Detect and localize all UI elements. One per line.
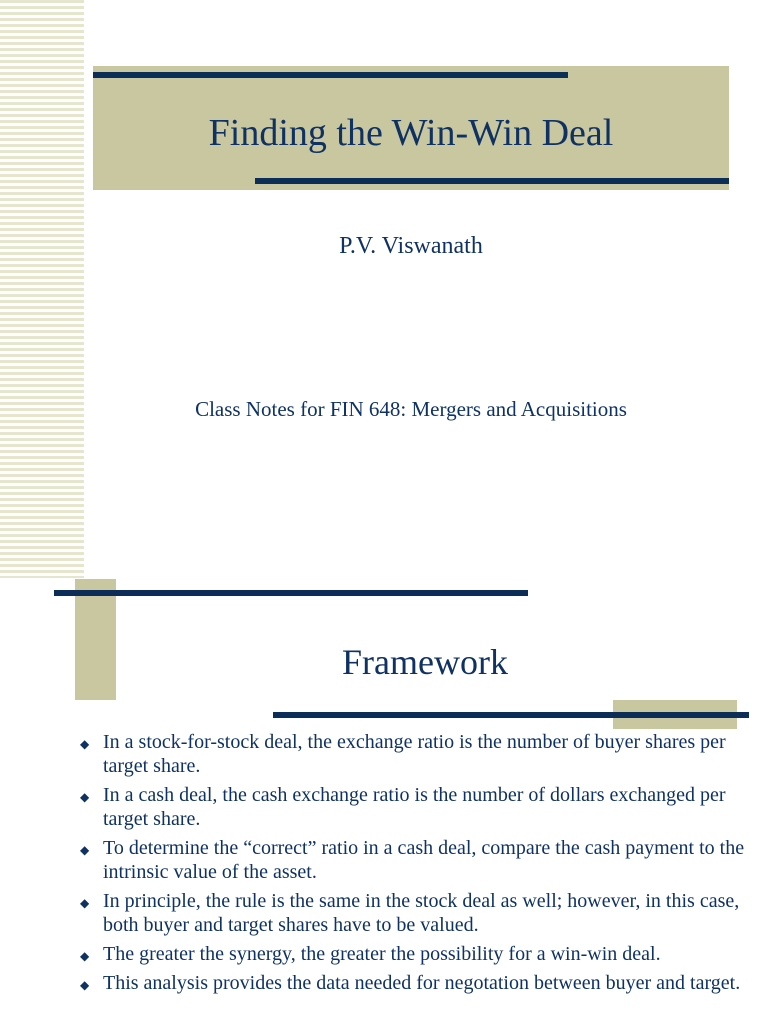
diamond-bullet-icon: ◆ bbox=[80, 949, 90, 963]
list-item bbox=[76, 836, 746, 884]
bullet-text: In principle, the rule is the same in the stock deal as well; however, in this case, both buyer and target shares have to be valued. bbox=[103, 890, 740, 936]
list-item bbox=[76, 942, 746, 966]
striped-edge-decoration bbox=[0, 0, 84, 578]
bullet-text: To determine the “correct” ratio in a cash deal, compare the cash payment to the intrinsic value of the asset. bbox=[103, 837, 745, 883]
title-top-rule bbox=[93, 72, 568, 78]
heading-bottom-rule bbox=[273, 712, 749, 718]
heading-top-rule bbox=[54, 590, 528, 596]
list-item bbox=[76, 971, 746, 995]
course-subtitle: Class Notes for FIN 648: Mergers and Acquisitions bbox=[195, 397, 627, 421]
bullet-text: In a stock-for-stock deal, the exchange ratio is the number of buyer shares per target share. bbox=[103, 731, 726, 777]
diamond-bullet-icon: ◆ bbox=[80, 978, 90, 992]
bullet-list bbox=[76, 730, 746, 1000]
bullet-text: This analysis provides the data needed for negotation between buyer and target. bbox=[103, 972, 741, 994]
slide-title: Finding the Win-Win Deal bbox=[208, 112, 614, 154]
section-heading: Framework bbox=[342, 642, 508, 682]
diamond-bullet-icon: ◆ bbox=[80, 737, 90, 751]
diamond-bullet-icon: ◆ bbox=[80, 843, 90, 857]
list-item bbox=[76, 783, 746, 831]
diamond-bullet-icon: ◆ bbox=[80, 896, 90, 910]
title-bottom-rule bbox=[255, 178, 729, 184]
list-item bbox=[76, 889, 746, 937]
list-item bbox=[76, 730, 746, 778]
author-name: P.V. Viswanath bbox=[339, 233, 483, 259]
bullet-text: In a cash deal, the cash exchange ratio is the number of dollars exchanged per target share. bbox=[103, 784, 726, 830]
bullet-text: The greater the synergy, the greater the possibility for a win-win deal. bbox=[103, 943, 661, 965]
diamond-bullet-icon: ◆ bbox=[80, 790, 90, 804]
